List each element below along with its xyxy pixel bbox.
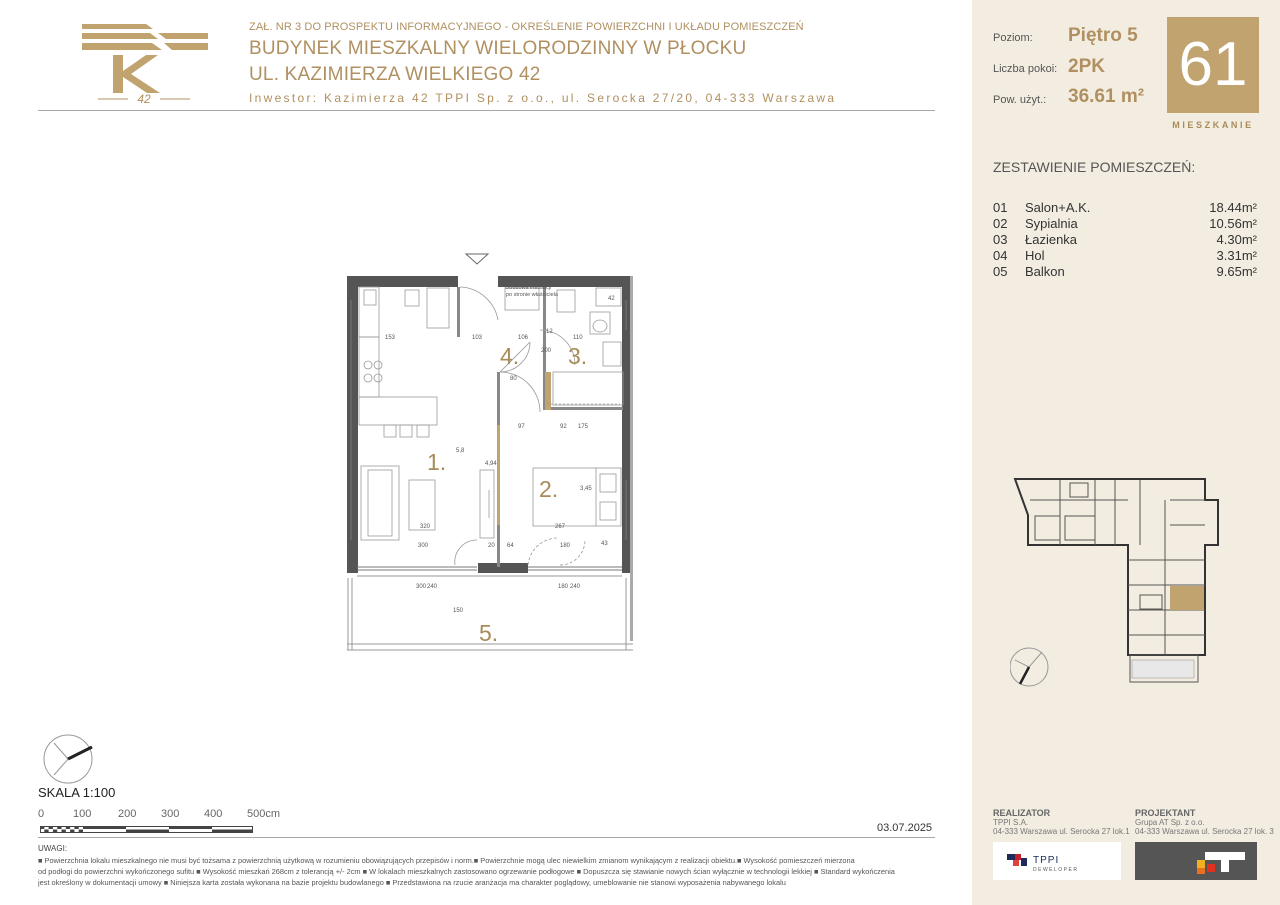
room-name: Łazienka bbox=[1025, 232, 1078, 247]
grupa-at-logo-box bbox=[1135, 842, 1257, 880]
dim-text: 5,8 bbox=[456, 448, 465, 454]
dim-text: 200 bbox=[541, 348, 552, 354]
room-row bbox=[993, 216, 1257, 232]
room-name: Balkon bbox=[1025, 264, 1065, 279]
dim-text: 180 bbox=[560, 543, 571, 549]
dim-text: 97 bbox=[518, 424, 525, 430]
projektant-address: 04-333 Warszawa ul. Serocka 27 lok. 3 bbox=[1135, 827, 1274, 836]
document-date: 03.07.2025 bbox=[877, 822, 933, 834]
logo-number: 42 bbox=[137, 92, 151, 106]
scale-tick: 100 bbox=[73, 808, 92, 820]
header-divider bbox=[38, 110, 935, 111]
apartment-info-panel bbox=[972, 0, 1280, 905]
rooms-summary-title: ZESTAWIENIE POMIESZCZEŃ: bbox=[993, 159, 1196, 175]
dim-text: 175 bbox=[578, 424, 589, 430]
dim-text: 267 bbox=[555, 524, 566, 530]
north-compass bbox=[42, 733, 94, 785]
compass-icon bbox=[42, 733, 94, 785]
room-label-5: 5. bbox=[479, 620, 499, 646]
room-label-3: 3. bbox=[568, 343, 588, 369]
building-key-plan bbox=[1010, 476, 1225, 688]
tppi-logo-box bbox=[993, 842, 1121, 880]
dim-text: 180 bbox=[558, 584, 569, 590]
scale-bar bbox=[40, 821, 255, 829]
room-label-2: 2. bbox=[539, 476, 559, 502]
dim-text: 92 bbox=[560, 424, 567, 430]
apartment-caption: MIESZKANIE bbox=[1172, 120, 1254, 130]
installation-note: Obudowa instalacji bbox=[505, 285, 552, 291]
room-number: 02 bbox=[993, 216, 1008, 231]
room-area: 10.56m² bbox=[1209, 216, 1257, 231]
dim-text: 110 bbox=[573, 335, 583, 341]
investor-line: Inwestor: Kazimierza 42 TPPI Sp. z o.o., ul. Serocka 27/20, 04-333 Warszawa bbox=[249, 91, 837, 105]
realizator-label: REALIZATOR bbox=[993, 808, 1051, 818]
tppi-logo bbox=[993, 842, 1121, 880]
developer-logo bbox=[80, 22, 210, 108]
room-area: 3.31m² bbox=[1216, 248, 1257, 263]
dim-text: 153 bbox=[385, 335, 396, 341]
dim-text: 150 bbox=[453, 608, 464, 614]
notes-title: UWAGI: bbox=[38, 844, 68, 853]
dim-text: 12 bbox=[546, 329, 553, 335]
projektant-name: Grupa AT Sp. z o.o. bbox=[1135, 818, 1205, 827]
dim-text: 20 bbox=[488, 543, 495, 549]
tppi-logo-text: TPPI bbox=[1033, 855, 1060, 866]
room-row bbox=[993, 264, 1257, 280]
dim-text: 300 bbox=[416, 584, 427, 590]
room-label-4: 4. bbox=[500, 343, 520, 369]
note-line: ■ Powierzchnia lokalu mieszkalnego nie musi być tożsama z powierzchnią użytkową w rozumieniu obowiązujących przepisów i norm.■ Powierzchnie mogą ulec niewielkim zmianom wynikającym z realizacji obiektu.■ Wysokość pomieszczeń mierzona bbox=[38, 856, 855, 865]
note-line: od podłogi do powierzchni wykończonego sufitu ■ Wysokość mieszkań 268cm z tolerancją +/- 2cm ■ W lokalach mieszkalnych zastosowano ogrzewanie podłogowe ■ Dopuszcza się stawianie nowych ścian wyłącznie w technologii lekkiej ■ Standard wykończenia bbox=[38, 867, 895, 876]
dim-text: 4,94 bbox=[485, 461, 497, 467]
apartment-number-badge: 61 bbox=[1167, 17, 1259, 113]
room-row bbox=[993, 248, 1257, 264]
scale-tick: 400 bbox=[204, 808, 223, 820]
projektant-label: PROJEKTANT bbox=[1135, 808, 1196, 818]
room-number: 03 bbox=[993, 232, 1008, 247]
rooms-count-value: 2PK bbox=[1068, 56, 1105, 77]
k42-logo-graphic bbox=[80, 22, 210, 108]
realizator-address: 04-333 Warszawa ul. Serocka 27 lok.1 bbox=[993, 827, 1130, 836]
tppi-logo-sub: DEWELOPER bbox=[1033, 867, 1079, 873]
room-name: Salon+A.K. bbox=[1025, 200, 1091, 215]
grupa-at-logo bbox=[1135, 842, 1257, 880]
floor-plan bbox=[340, 250, 640, 660]
realizator-name: TPPI S.A. bbox=[993, 818, 1029, 827]
room-row bbox=[993, 232, 1257, 248]
level-value: Piętro 5 bbox=[1068, 25, 1138, 46]
dim-text: 3,45 bbox=[580, 486, 592, 492]
street-address: UL. KAZIMIERZA WIELKIEGO 42 bbox=[249, 64, 541, 85]
scale-tick: 0 bbox=[38, 808, 45, 820]
scale-tick: 300 bbox=[161, 808, 180, 820]
scale-title: SKALA 1:100 bbox=[38, 785, 116, 800]
room-area: 9.65m² bbox=[1216, 264, 1257, 279]
scale-tick: 200 bbox=[118, 808, 137, 820]
room-number: 01 bbox=[993, 200, 1008, 215]
rooms-count-label: Liczba pokoi: bbox=[993, 63, 1058, 75]
room-row bbox=[993, 200, 1257, 216]
scale-tick: 500cm bbox=[247, 808, 281, 820]
key-plan-drawing bbox=[1010, 476, 1225, 688]
level-label: Poziom: bbox=[993, 32, 1033, 44]
dim-text: 240 bbox=[570, 584, 581, 590]
usable-area-label: Pow. użyt.: bbox=[993, 94, 1047, 106]
room-number: 05 bbox=[993, 264, 1008, 279]
dim-text: 64 bbox=[507, 543, 514, 549]
room-area: 18.44m² bbox=[1209, 200, 1257, 215]
building-title: BUDYNEK MIESZKALNY WIELORODZINNY W PŁOCKU bbox=[249, 38, 747, 59]
dim-text: 106 bbox=[518, 335, 529, 341]
floor-plan-drawing bbox=[340, 250, 640, 660]
note-line: jest określony w dokumentacji umowy ■ Niniejsza karta została wykonana na bazie projektu budowlanego ■ Przedstawiona na rzucie aranżacja ma charakter poglądowy, umeblowanie nie stanowi wyposażenia nabywanego lokalu bbox=[38, 878, 786, 887]
usable-area-value: 36.61 m² bbox=[1068, 86, 1145, 107]
dim-text: 103 bbox=[472, 335, 483, 341]
dim-text: 80 bbox=[510, 376, 517, 382]
entrance-marker bbox=[466, 254, 488, 264]
room-area: 4.30m² bbox=[1216, 232, 1257, 247]
scale-bar-graphic bbox=[40, 826, 255, 834]
dim-text: 320 bbox=[420, 524, 431, 530]
room-name: Sypialnia bbox=[1025, 216, 1078, 231]
dim-text: 240 bbox=[427, 584, 438, 590]
annex-title: ZAŁ. NR 3 DO PROSPEKTU INFORMACYJNEGO - OKREŚLENIE POWIERZCHNI I UKŁADU POMIESZCZEŃ bbox=[249, 21, 804, 33]
room-name: Hol bbox=[1025, 248, 1045, 263]
footer-divider bbox=[38, 837, 935, 838]
dim-text: 300 bbox=[418, 543, 429, 549]
installation-note: po stronie właściciela bbox=[506, 292, 558, 298]
dim-text: 43 bbox=[601, 541, 608, 547]
room-number: 04 bbox=[993, 248, 1008, 263]
room-label-1: 1. bbox=[427, 449, 447, 475]
dim-text: 42 bbox=[608, 296, 615, 302]
